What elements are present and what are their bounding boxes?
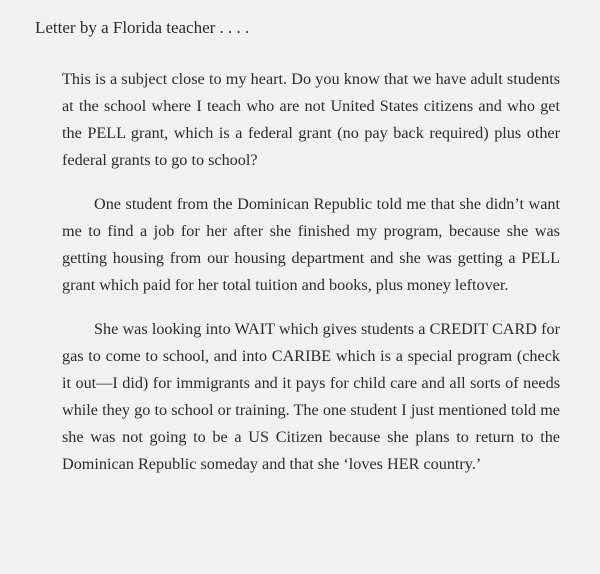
paragraph-dominican-student: One student from the Dominican Republic told me that she didn’t want me to find a job for her after she finished my program, because she was getting housing from our housing department and she was getting a PELL grant which paid for her total tuition and books, plus money leftover. — [62, 195, 560, 294]
paragraph-programs: She was looking into WAIT which gives students a CREDIT CARD for gas to come to school, and into CARIBE which is a special program (check it out—I did) for immigrants and it pays for child care and all sorts of needs while they go to school or training. The one student I just mentioned told me she was not going to be a US Citizen because she plans to return to the Dominican Republic someday and that she ‘loves HER country.’ — [62, 320, 560, 473]
letter-heading: Letter by a Florida teacher . . . . — [35, 18, 250, 37]
paragraph-intro: This is a subject close to my heart. Do you know that we have adult students at the school where I teach who are not United States citizens and who get the PELL grant, which is a federal grant (no pay back required) plus other federal grants to go to school? — [62, 70, 560, 169]
letter-body — [62, 66, 560, 495]
